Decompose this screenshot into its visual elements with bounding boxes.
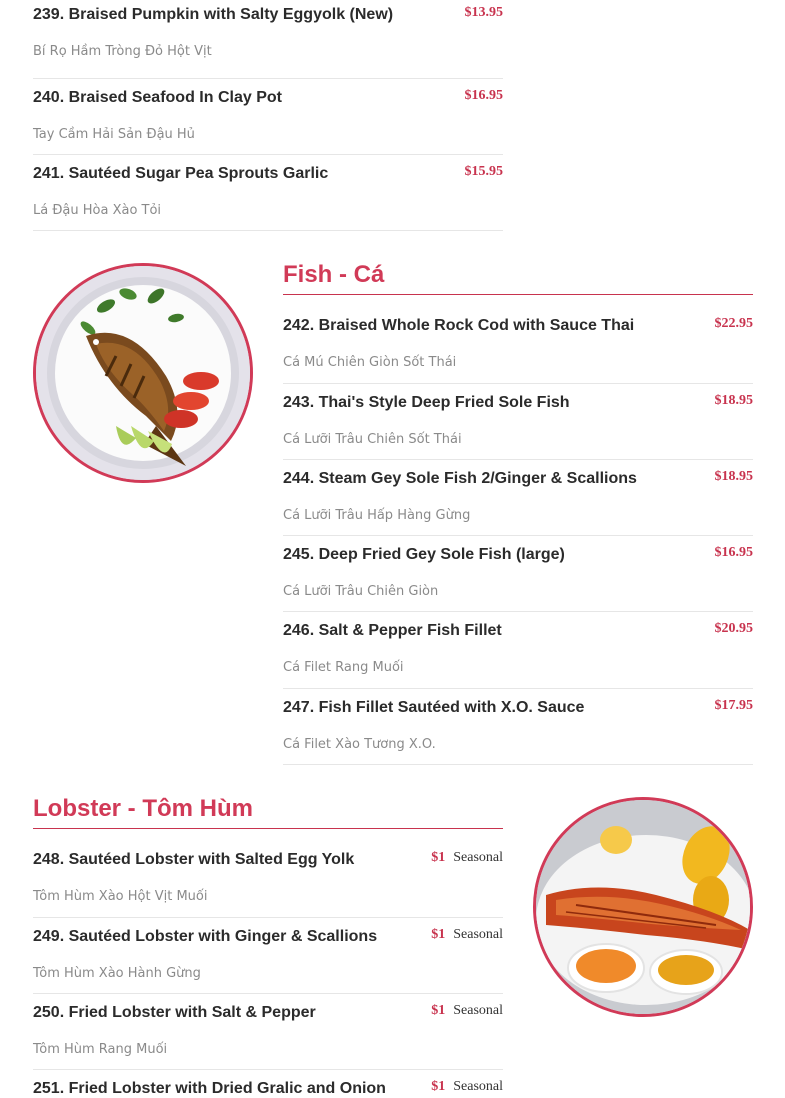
menu-item bbox=[283, 383, 753, 460]
section-title-lobster: Lobster - Tôm Hùm bbox=[33, 795, 253, 822]
item-name: 240. Braised Seafood In Clay Pot bbox=[33, 89, 282, 106]
item-price bbox=[431, 850, 503, 866]
item-vietnamese-name: Cá Filet Rang Muối bbox=[283, 660, 404, 675]
item-price bbox=[431, 1003, 503, 1019]
item-name: 241. Sautéed Sugar Pea Sprouts Garlic bbox=[33, 165, 329, 182]
menu-item bbox=[33, 841, 503, 917]
item-vietnamese-name: Tôm Hùm Xào Hột Vịt Muối bbox=[33, 889, 208, 904]
menu-item bbox=[283, 307, 753, 383]
menu-item bbox=[33, 78, 503, 155]
seasonal-label: Seasonal bbox=[453, 1079, 503, 1094]
item-name: 243. Thai's Style Deep Fried Sole Fish bbox=[283, 394, 570, 411]
section-end-divider bbox=[283, 764, 753, 765]
item-vietnamese-name: Bí Rọ Hầm Tròng Đỏ Hột Vịt bbox=[33, 44, 212, 59]
section-title-fish: Fish - Cá bbox=[283, 261, 385, 288]
item-name: 250. Fried Lobster with Salt & Pepper bbox=[33, 1004, 316, 1021]
price-value: $1 bbox=[431, 927, 446, 942]
menu-item bbox=[33, 993, 503, 1070]
item-price: $20.95 bbox=[714, 621, 753, 636]
item-price: $16.95 bbox=[714, 545, 753, 560]
seasonal-label: Seasonal bbox=[453, 927, 503, 942]
item-price: $13.95 bbox=[464, 5, 503, 20]
section-end-divider bbox=[33, 230, 503, 231]
section-title-underline bbox=[33, 828, 503, 829]
menu-item bbox=[283, 688, 753, 765]
item-vietnamese-name: Cá Lưỡi Trâu Hấp Hàng Gừng bbox=[283, 508, 471, 523]
item-name: 245. Deep Fried Gey Sole Fish (large) bbox=[283, 546, 565, 563]
menu-item bbox=[33, 0, 503, 72]
fried-fish-plate-photo bbox=[33, 263, 253, 483]
item-name: 251. Fried Lobster with Dried Gralic and Onion bbox=[33, 1080, 386, 1097]
seasonal-label: Seasonal bbox=[453, 850, 503, 865]
item-name: 248. Sautéed Lobster with Salted Egg Yolk bbox=[33, 851, 355, 868]
item-price: $18.95 bbox=[714, 469, 753, 484]
item-price: $16.95 bbox=[464, 88, 503, 103]
price-value: $1 bbox=[431, 1003, 446, 1018]
item-price bbox=[431, 927, 503, 943]
item-vietnamese-name: Tôm Hùm Rang Muối bbox=[33, 1042, 168, 1057]
menu-item bbox=[33, 1069, 503, 1097]
item-price: $22.95 bbox=[714, 316, 753, 331]
item-name: 249. Sautéed Lobster with Ginger & Scallions bbox=[33, 928, 378, 945]
menu-item bbox=[283, 535, 753, 612]
item-vietnamese-name: Cá Mú Chiên Giòn Sốt Thái bbox=[283, 355, 457, 370]
section-title-underline bbox=[283, 294, 753, 295]
item-name: 247. Fish Fillet Sautéed with X.O. Sauce bbox=[283, 699, 585, 716]
menu-item bbox=[283, 459, 753, 536]
item-vietnamese-name: Cá Lưỡi Trâu Chiên Sốt Thái bbox=[283, 432, 462, 447]
item-price bbox=[431, 1079, 503, 1095]
item-vietnamese-name: Cá Lưỡi Trâu Chiên Giòn bbox=[283, 584, 439, 599]
item-name: 242. Braised Whole Rock Cod with Sauce Thai bbox=[283, 317, 635, 334]
item-name: 246. Salt & Pepper Fish Fillet bbox=[283, 622, 502, 639]
menu-item bbox=[283, 611, 753, 689]
price-value: $1 bbox=[431, 850, 446, 865]
item-vietnamese-name: Cá Filet Xào Tương X.O. bbox=[283, 737, 436, 752]
lobster-plate-photo bbox=[533, 797, 753, 1017]
item-price: $17.95 bbox=[714, 698, 753, 713]
item-vietnamese-name: Lá Đậu Hòa Xào Tỏi bbox=[33, 203, 162, 218]
item-name: 239. Braised Pumpkin with Salty Eggyolk (New) bbox=[33, 6, 394, 23]
menu-item bbox=[33, 917, 503, 994]
price-value: $1 bbox=[431, 1079, 446, 1094]
menu-item bbox=[33, 154, 503, 231]
item-price: $18.95 bbox=[714, 393, 753, 408]
seasonal-label: Seasonal bbox=[453, 1003, 503, 1018]
item-vietnamese-name: Tôm Hùm Xào Hành Gừng bbox=[33, 966, 201, 981]
item-name: 244. Steam Gey Sole Fish 2/Ginger & Scallions bbox=[283, 470, 637, 487]
item-vietnamese-name: Tay Cầm Hải Sản Đậu Hủ bbox=[33, 127, 195, 142]
item-price: $15.95 bbox=[464, 164, 503, 179]
